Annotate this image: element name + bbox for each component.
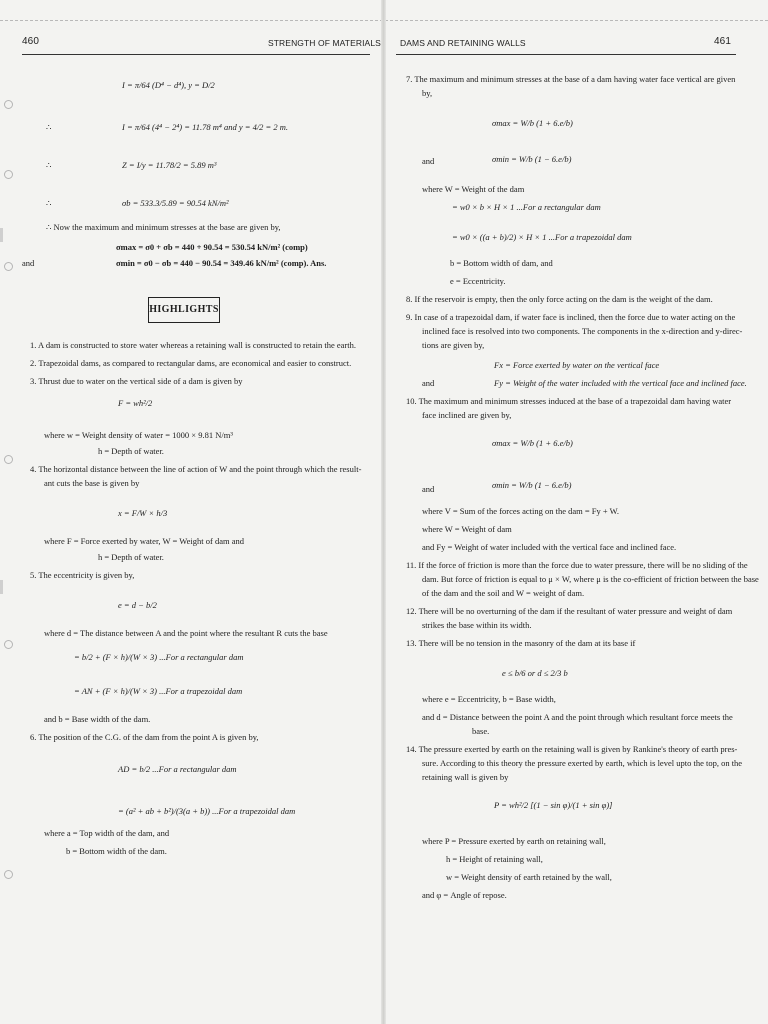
running-head: DAMS AND RETAINING WALLS [400, 38, 526, 48]
equation-line: I = π/64 (4⁴ − 2⁴) = 11.78 m⁴ and y = 4/2 = 2 m. [122, 122, 289, 132]
text-line: where P = Pressure exerted by earth on retaining wall, [422, 836, 606, 846]
equation-line: = w0 × ((a + b)/2) × H × 1 ...For a trapezoidal dam [452, 232, 632, 242]
list-item: 6. The position of the C.G. of the dam from the point A is given by, [30, 732, 259, 742]
text-line: of the dam and the soil and W = weight of dam. [422, 588, 585, 598]
text-line: by, [422, 88, 433, 98]
list-item: 5. The eccentricity is given by, [30, 570, 135, 580]
list-item: 7. The maximum and minimum stresses at the base of a dam having water face vertical are given [406, 74, 736, 84]
text-line: b = Bottom width of dam, and [450, 258, 553, 268]
text-line: and φ = Angle of repose. [422, 890, 507, 900]
text-line: ant cuts the base is given by [44, 478, 140, 488]
equation-line: σmin = W/b (1 − 6.e/b) [492, 480, 572, 490]
text-line: h = Height of retaining wall, [446, 854, 543, 864]
margin-mark [0, 580, 3, 594]
running-head: STRENGTH OF MATERIALS [268, 38, 381, 48]
text-line: where V = Sum of the forces acting on the dam = Fy + W. [422, 506, 620, 516]
equation-line: e ≤ b/6 or d ≤ 2/3 b [502, 668, 568, 678]
list-item: 10. The maximum and minimum stresses induced at the base of a trapezoidal dam having water [406, 396, 732, 406]
header-rule [396, 54, 736, 55]
highlights-heading-box [148, 297, 220, 323]
list-item: 3. Thrust due to water on the vertical side of a dam is given by [30, 376, 243, 386]
margin-hole [4, 100, 13, 109]
margin-hole [4, 170, 13, 179]
text-line: where w = Weight density of water = 1000 × 9.81 N/m³ [44, 430, 233, 440]
therefore-sign: ∴ [46, 160, 52, 170]
page-number: 461 [714, 36, 731, 47]
equation-line: Z = I/y = 11.78/2 = 5.89 m³ [122, 160, 217, 170]
text-line: and [422, 484, 435, 494]
text-line: strikes the base within its width. [422, 620, 532, 630]
text-line: dam. But force of friction is equal to μ × W, where μ is the co-efficient of friction between the base [422, 574, 759, 584]
list-item: 11. If the force of friction is more than the force due to water pressure, there will be no sliding of the [406, 560, 748, 570]
text-line: sure. According to this theory the pressure exerted by earth, which is level upto the top, on the [422, 758, 743, 768]
text-line: base. [472, 726, 490, 736]
text-line: and [422, 378, 435, 388]
text-line: where W = Weight of the dam [422, 184, 525, 194]
text-line: and [422, 156, 435, 166]
therefore-sign: ∴ [46, 198, 52, 208]
equation-line: Fy = Weight of the water included with the vertical face and inclined face. [494, 378, 747, 388]
highlights-heading: HIGHLIGHTS [149, 304, 219, 315]
result-line: σmin = σ0 − σb = 440 − 90.54 = 349.46 kN/m² (comp). Ans. [116, 258, 327, 268]
list-item: 4. The horizontal distance between the line of action of W and the point through which the result- [30, 464, 362, 474]
margin-mark [0, 228, 3, 242]
equation-line: σmin = W/b (1 − 6.e/b) [492, 154, 572, 164]
equation-line: σb = 533.3/5.89 = 90.54 kN/m² [122, 198, 229, 208]
text-line: where e = Eccentricity, b = Base width, [422, 694, 556, 704]
text-line: and d = Distance between the point A and the point through which resultant force meets the [422, 712, 733, 722]
list-item: 14. The pressure exerted by earth on the retaining wall is given by Rankine's theory of earth pres- [406, 744, 738, 754]
text-line: ∴ Now the maximum and minimum stresses at the base are given by, [46, 222, 281, 232]
text-line: face inclined are given by, [422, 410, 512, 420]
text-line: and b = Base width of the dam. [44, 714, 151, 724]
left-page [0, 0, 382, 1024]
margin-hole [4, 262, 13, 271]
page-number: 460 [22, 36, 39, 47]
text-line: where a = Top width of the dam, and [44, 828, 170, 838]
equation-line: σmax = W/b (1 + 6.e/b) [492, 438, 573, 448]
text-line: e = Eccentricity. [450, 276, 506, 286]
text-line: and [22, 258, 35, 268]
equation-line: x = F/W × h/3 [118, 508, 168, 518]
equation-line: e = d − b/2 [118, 600, 157, 610]
margin-hole [4, 870, 13, 879]
text-line: where F = Force exerted by water, W = Weight of dam and [44, 536, 244, 546]
margin-hole [4, 640, 13, 649]
equation-line: I = π/64 (D⁴ − d⁴), y = D/2 [122, 80, 215, 90]
text-line: h = Depth of water. [98, 446, 164, 456]
text-line: inclined face is resolved into two components. The components in the x-direction and y-direc- [422, 326, 743, 336]
list-item: 9. In case of a trapezoidal dam, if water face is inclined, then the force due to water acting on the [406, 312, 736, 322]
list-item: 8. If the reservoir is empty, then the only force acting on the dam is the weight of the dam. [406, 294, 713, 304]
text-line: and Fy = Weight of water included with the vertical face and inclined face. [422, 542, 677, 552]
equation-line: F = wh²/2 [118, 398, 153, 408]
equation-line: = w0 × b × H × 1 ...For a rectangular dam [452, 202, 601, 212]
equation-line: Fx = Force exerted by water on the vertical face [494, 360, 660, 370]
equation-line: = b/2 + (F × h)/(W × 3) ...For a rectangular dam [74, 652, 244, 662]
therefore-sign: ∴ [46, 122, 52, 132]
equation-line: P = wh²/2 [(1 − sin φ)/(1 + sin φ)] [494, 800, 613, 810]
equation-line: = AN + (F × h)/(W × 3) ...For a trapezoidal dam [74, 686, 243, 696]
list-item: 12. There will be no overturning of the dam if the resultant of water pressure and weight of dam [406, 606, 733, 616]
list-item: 2. Trapezoidal dams, as compared to rectangular dams, are economical and easier to construct. [30, 358, 352, 368]
equation-line: AD = b/2 ...For a rectangular dam [118, 764, 237, 774]
header-rule [22, 54, 370, 55]
text-line: b = Bottom width of the dam. [66, 846, 167, 856]
text-line: where W = Weight of dam [422, 524, 512, 534]
result-line: σmax = σ0 + σb = 440 + 90.54 = 530.54 kN/m² (comp) [116, 242, 308, 252]
margin-hole [4, 455, 13, 464]
right-page [386, 0, 768, 1024]
list-item: 13. There will be no tension in the masonry of the dam at its base if [406, 638, 636, 648]
text-line: w = Weight density of earth retained by the wall, [446, 872, 612, 882]
text-line: retaining wall is given by [422, 772, 509, 782]
list-item: 1. A dam is constructed to store water whereas a retaining wall is constructed to retain the earth. [30, 340, 356, 350]
equation-line: σmax = W/b (1 + 6.e/b) [492, 118, 573, 128]
text-line: where d = The distance between A and the point where the resultant R cuts the base [44, 628, 328, 638]
text-line: tions are given by, [422, 340, 485, 350]
text-line: h = Depth of water. [98, 552, 164, 562]
equation-line: = (a² + ab + b²)/(3(a + b)) ...For a trapezoidal dam [118, 806, 296, 816]
